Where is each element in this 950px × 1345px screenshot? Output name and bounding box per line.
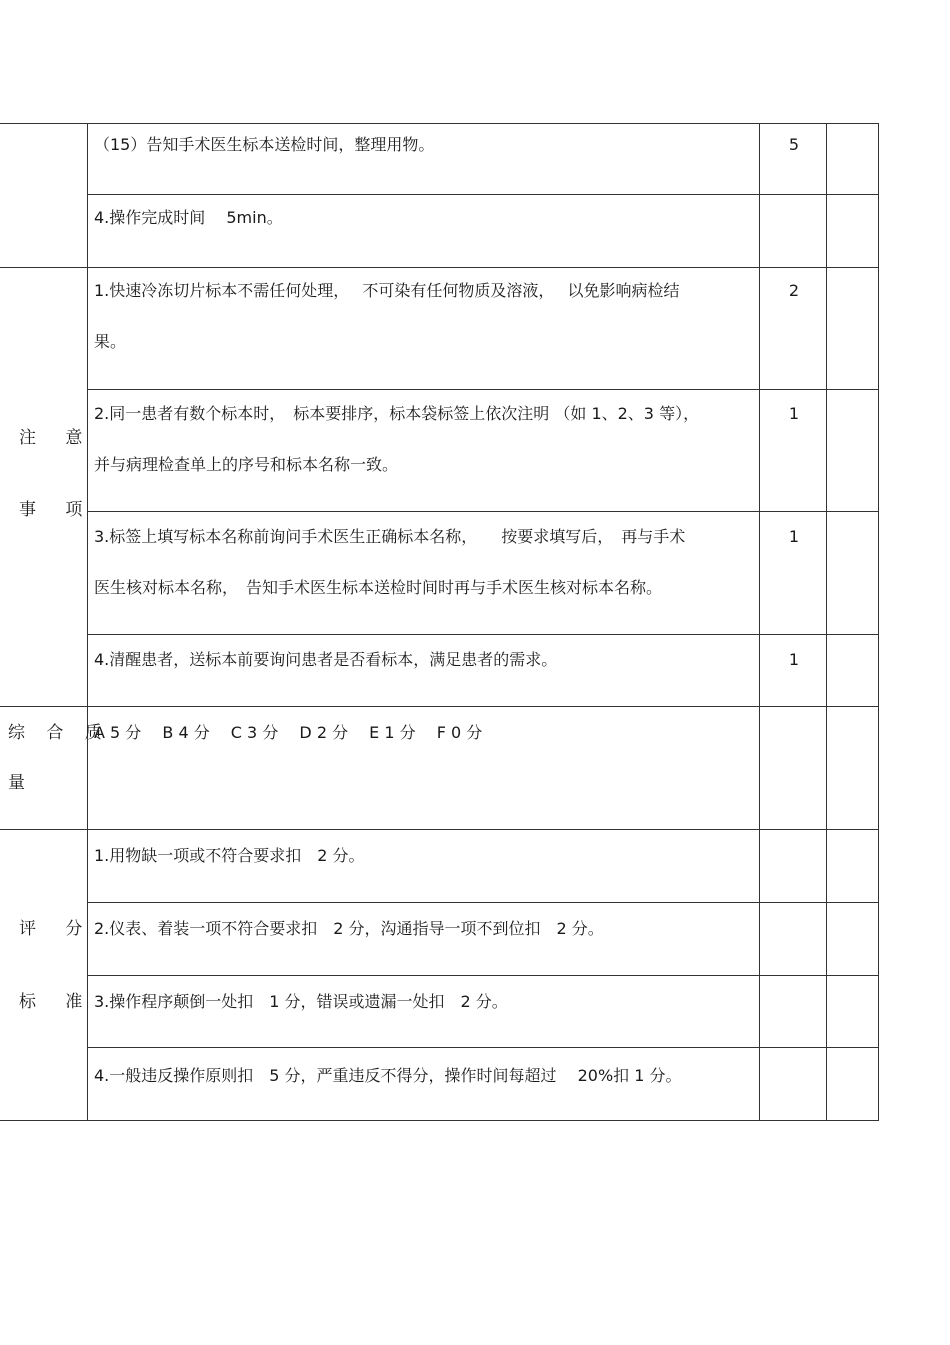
table-border-right (878, 123, 879, 1121)
row-divider (87, 634, 879, 635)
section-divider (0, 829, 879, 830)
row-divider (87, 389, 879, 390)
table-border-bottom (0, 1120, 879, 1121)
column-divider (87, 123, 88, 1121)
note-text: 3.标签上填写标本名称前询问手术医生正确标本名称， 按要求填写后， 再与手术 (94, 527, 686, 546)
grade-scale: A 5 分 B 4 分 C 3 分 D 2 分 E 1 分 F 0 分 (94, 723, 483, 742)
note-score: 2 (788, 281, 800, 300)
criterion-text: 4.一般违反操作原则扣 5 分，严重违反不得分，操作时间每超过 20%扣 1 分。 (94, 1066, 682, 1085)
column-divider (826, 123, 827, 1121)
note-text: 2.同一患者有数个标本时， 标本要排序，标本袋标签上依次注明 （如 1、2、3 等）， (94, 404, 700, 423)
criterion-text: 1.用物缺一项或不符合要求扣 2 分。 (94, 846, 365, 865)
section-label: 标 准 (19, 992, 95, 1012)
criterion-text: 3.操作程序颠倒一处扣 1 分，错误或遗漏一处扣 2 分。 (94, 992, 508, 1011)
item-text: 4.操作完成时间 5min。 (94, 208, 283, 227)
note-text: 4.清醒患者，送标本前要询问患者是否看标本，满足患者的需求。 (94, 650, 558, 669)
row-divider (87, 975, 879, 976)
row-divider (87, 1047, 879, 1048)
note-score: 1 (788, 527, 800, 546)
section-divider (0, 706, 879, 707)
section-label: 综 合 质 (8, 723, 110, 743)
item-text: （15）告知手术医生标本送检时间，整理用物。 (94, 135, 435, 154)
section-divider (0, 267, 879, 268)
note-text: 1.快速冷冻切片标本不需任何处理， 不可染有任何物质及溶液， 以免影响病检结 (94, 281, 680, 300)
column-divider (759, 123, 760, 1121)
section-label: 量 (8, 773, 37, 793)
note-score: 1 (788, 404, 800, 423)
criterion-text: 2.仪表、着装一项不符合要求扣 2 分，沟通指导一项不到位扣 2 分。 (94, 919, 604, 938)
note-score: 1 (788, 650, 800, 669)
table-border-top (0, 123, 879, 124)
row-divider (87, 511, 879, 512)
note-text: 并与病理检查单上的序号和标本名称一致。 (94, 455, 399, 474)
note-text: 果。 (94, 332, 127, 351)
row-divider (87, 902, 879, 903)
section-label: 注 意 (19, 428, 95, 448)
section-label: 事 项 (19, 500, 95, 520)
section-label: 评 分 (19, 919, 95, 939)
note-text: 医生核对标本名称， 告知手术医生标本送检时间时再与手术医生核对标本名称。 (94, 578, 663, 597)
item-score: 5 (788, 135, 800, 154)
row-divider (87, 194, 879, 195)
